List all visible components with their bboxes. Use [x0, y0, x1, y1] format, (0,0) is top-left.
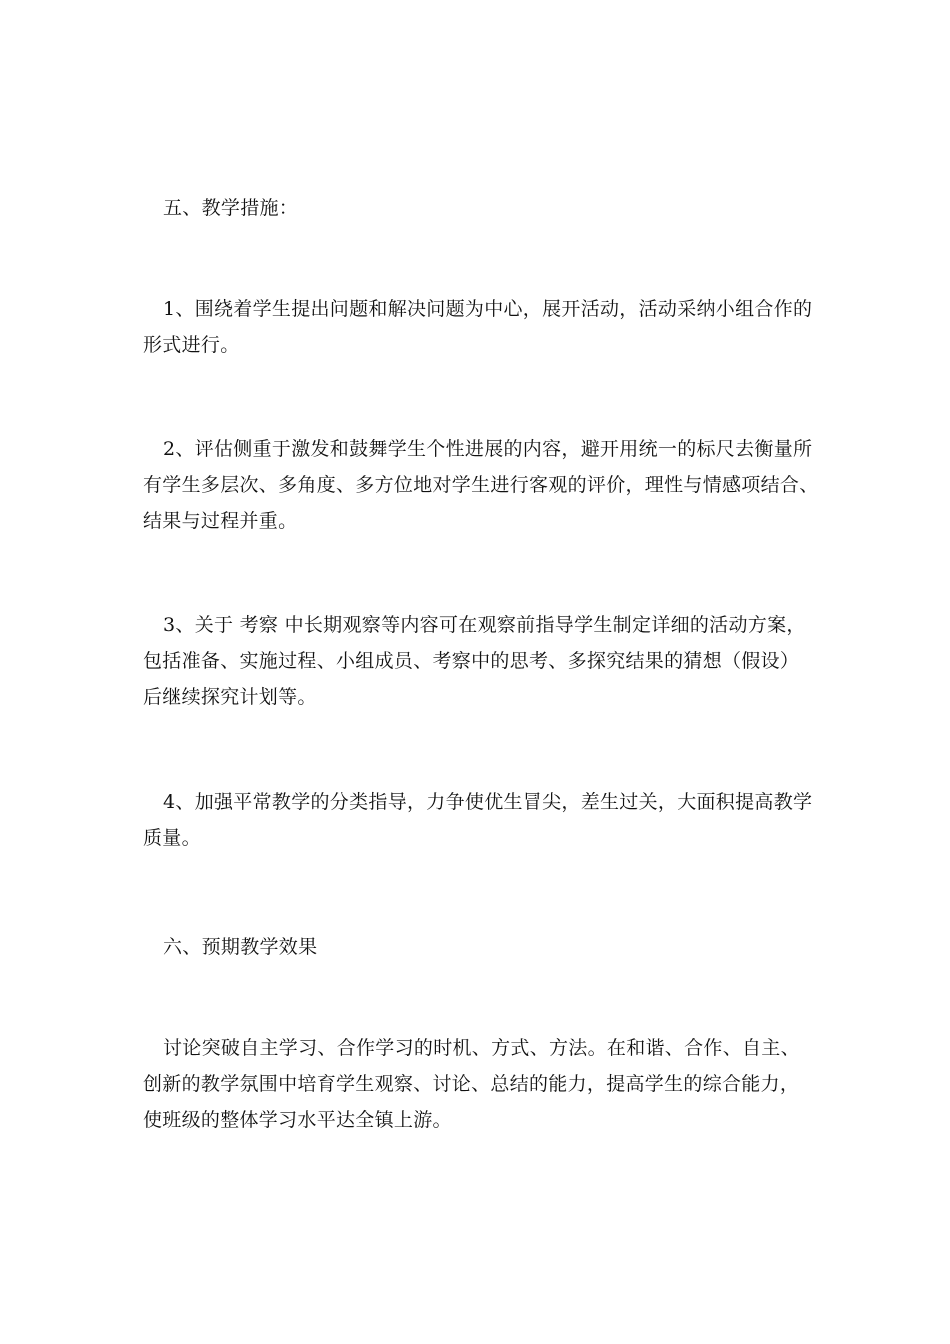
- heading-text: 六、预期教学效果: [163, 936, 318, 958]
- section-heading-five: [143, 190, 815, 226]
- paragraph-effect: [143, 1030, 815, 1138]
- paragraph-line: 2、评估侧重于激发和鼓舞学生个性进展的内容，避开用统一的标尺去衡量所: [163, 438, 813, 460]
- paragraph-line: 1、围绕着学生提出问题和解决问题为中心，展开活动，活动采纳小组合作的: [163, 298, 813, 320]
- paragraph-line: 质量。: [143, 827, 201, 849]
- paragraph-item-4: [143, 784, 815, 856]
- paragraph-line: 包括准备、实施过程、小组成员、考察中的思考、多探究结果的猜想（假设）: [143, 650, 800, 672]
- paragraph-item-1: [143, 291, 815, 363]
- paragraph-line: 创新的教学氛围中培育学生观察、讨论、总结的能力，提高学生的综合能力，: [143, 1073, 800, 1095]
- paragraph-line: 4、加强平常教学的分类指导，力争使优生冒尖，差生过关，大面积提高教学: [163, 791, 813, 813]
- paragraph-line: 形式进行。: [143, 334, 240, 356]
- paragraph-line: 后继续探究计划等。: [143, 686, 317, 708]
- paragraph-line: 讨论突破自主学习、合作学习的时机、方式、方法。在和谐、合作、自主、: [163, 1037, 800, 1059]
- section-heading-six: [143, 929, 815, 965]
- paragraph-line: 有学生多层次、多角度、多方位地对学生进行客观的评价，理性与情感项结合、: [143, 474, 819, 496]
- heading-text: 五、教学措施：: [163, 197, 299, 219]
- paragraph-line: 使班级的整体学习水平达全镇上游。: [143, 1109, 452, 1131]
- paragraph-item-2: [143, 431, 819, 539]
- paragraph-line: 3、关于 考察 中长期观察等内容可在观察前指导学生制定详细的活动方案，: [163, 614, 806, 636]
- paragraph-line: 结果与过程并重。: [143, 510, 298, 532]
- paragraph-item-3: [143, 607, 815, 715]
